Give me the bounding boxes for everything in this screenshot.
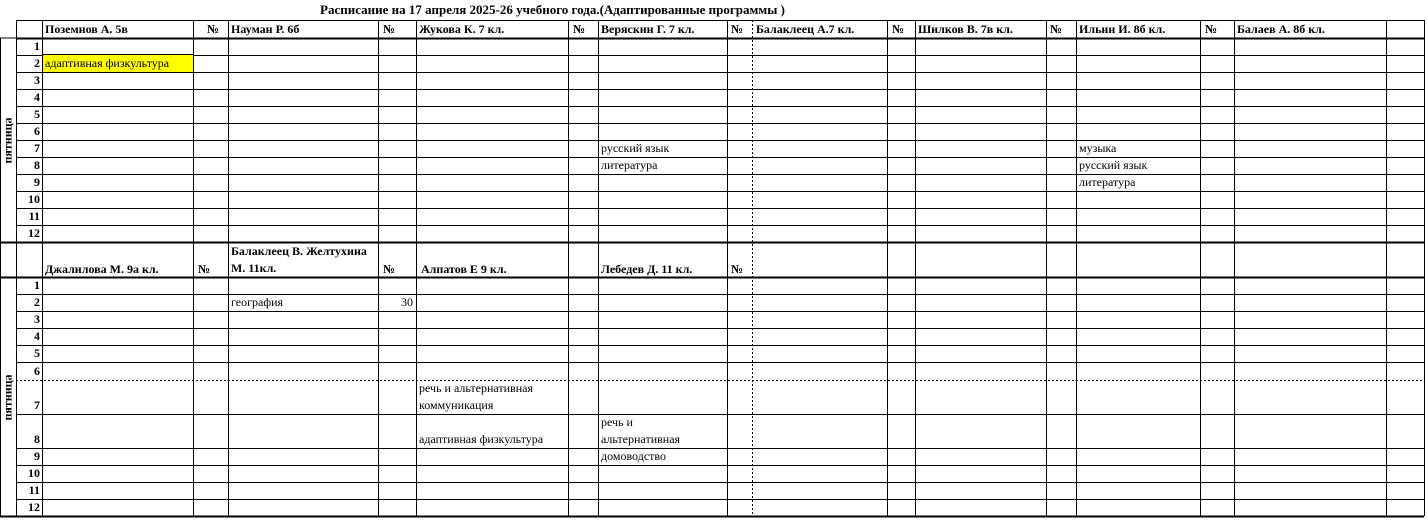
- cell-alpatov-lesson-8[interactable]: адаптивная физкультура: [419, 432, 544, 446]
- bottom-row-number[interactable]: 10: [28, 466, 40, 480]
- page-title: Расписание на 17 апреля 2025-26 учебного года.(Адаптированные программы ): [320, 2, 785, 17]
- top-row-number[interactable]: 10: [28, 192, 40, 206]
- cell-lebedev-lesson-8[interactable]: речь и альтернативная: [601, 415, 681, 446]
- bottom-row-number[interactable]: 3: [34, 312, 40, 326]
- header-no-2[interactable]: №: [383, 22, 396, 36]
- header-student-11[interactable]: Алпатов Е 9 кл.: [421, 262, 507, 276]
- top-row-number[interactable]: 3: [34, 73, 40, 87]
- header-no-4[interactable]: №: [731, 22, 744, 36]
- header-student-12[interactable]: Лебедев Д. 11 кл.: [601, 262, 693, 276]
- cell-ilin-lesson-7[interactable]: музыка: [1079, 141, 1117, 155]
- cell-alpatov-lesson-7[interactable]: речь и альтернативная коммуникация: [419, 381, 533, 412]
- top-row-number[interactable]: 9: [34, 175, 40, 189]
- header-student-5[interactable]: Балаклеец А.7 кл.: [756, 22, 855, 36]
- cell-ilin-lesson-8[interactable]: русский язык: [1079, 158, 1148, 172]
- header-student-6[interactable]: Шилков В. 7в кл.: [918, 22, 1013, 36]
- bottom-row-number[interactable]: 11: [28, 483, 40, 497]
- day-label-bottom: пятница: [0, 373, 15, 421]
- bottom-row-number[interactable]: 4: [34, 329, 40, 343]
- header-student-3[interactable]: Жукова К. 7 кл.: [419, 22, 505, 36]
- cell-veryaskin-lesson-7[interactable]: русский язык: [601, 141, 670, 155]
- top-row-number[interactable]: 12: [28, 226, 40, 240]
- cell-balakleec-room-2[interactable]: 30: [401, 295, 413, 309]
- header-student-9[interactable]: Джалилова М. 9а кл.: [45, 262, 159, 276]
- bottom-row-number[interactable]: 7: [34, 398, 40, 412]
- header-student-2[interactable]: Науман Р. 6б: [231, 22, 300, 36]
- header-student-7[interactable]: Ильин И. 8б кл.: [1079, 22, 1166, 36]
- top-row-number[interactable]: 11: [28, 209, 40, 223]
- top-row-number[interactable]: 7: [34, 141, 40, 155]
- cell-lebedev-lesson-9[interactable]: домоводство: [601, 449, 666, 463]
- top-row-number[interactable]: 1: [34, 39, 40, 53]
- header-no-7[interactable]: №: [1205, 22, 1218, 36]
- header-student-8[interactable]: Балаев А. 8б кл.: [1237, 22, 1325, 36]
- header-no-9[interactable]: №: [198, 262, 211, 276]
- bottom-row-number[interactable]: 5: [34, 346, 40, 360]
- bottom-row-number[interactable]: 1: [34, 278, 40, 292]
- header-no-1[interactable]: №: [207, 22, 220, 36]
- cell-balakleec-lesson-2[interactable]: география: [231, 295, 284, 309]
- header-no-5[interactable]: №: [892, 22, 905, 36]
- cell-ilin-lesson-9[interactable]: литература: [1079, 175, 1136, 189]
- cell-pozemnov-lesson-2[interactable]: адаптивная физкультура: [43, 55, 193, 72]
- top-row-number[interactable]: 8: [34, 158, 40, 172]
- header-student-4[interactable]: Веряскин Г. 7 кл.: [601, 22, 695, 36]
- header-no-12[interactable]: №: [731, 262, 744, 276]
- bottom-row-number[interactable]: 12: [28, 500, 40, 514]
- header-no-3[interactable]: №: [573, 22, 586, 36]
- bottom-row-number[interactable]: 2: [34, 295, 40, 309]
- top-row-number[interactable]: 6: [34, 124, 40, 138]
- header-no-6[interactable]: №: [1050, 22, 1063, 36]
- header-student-1[interactable]: Поземнов А. 5в: [45, 22, 128, 36]
- top-row-number[interactable]: 4: [34, 90, 40, 104]
- bottom-row-number[interactable]: 8: [34, 432, 40, 446]
- top-row-number[interactable]: 5: [34, 107, 40, 121]
- header-no-10[interactable]: №: [383, 262, 396, 276]
- cell-veryaskin-lesson-8[interactable]: литература: [601, 158, 658, 172]
- header-student-10[interactable]: Балаклеец В. Желтухина М. 11кл.: [231, 244, 367, 275]
- bottom-row-number[interactable]: 6: [34, 364, 40, 378]
- day-label-top: пятница: [0, 116, 15, 164]
- top-row-number[interactable]: 2: [34, 56, 40, 70]
- bottom-row-number[interactable]: 9: [34, 449, 40, 463]
